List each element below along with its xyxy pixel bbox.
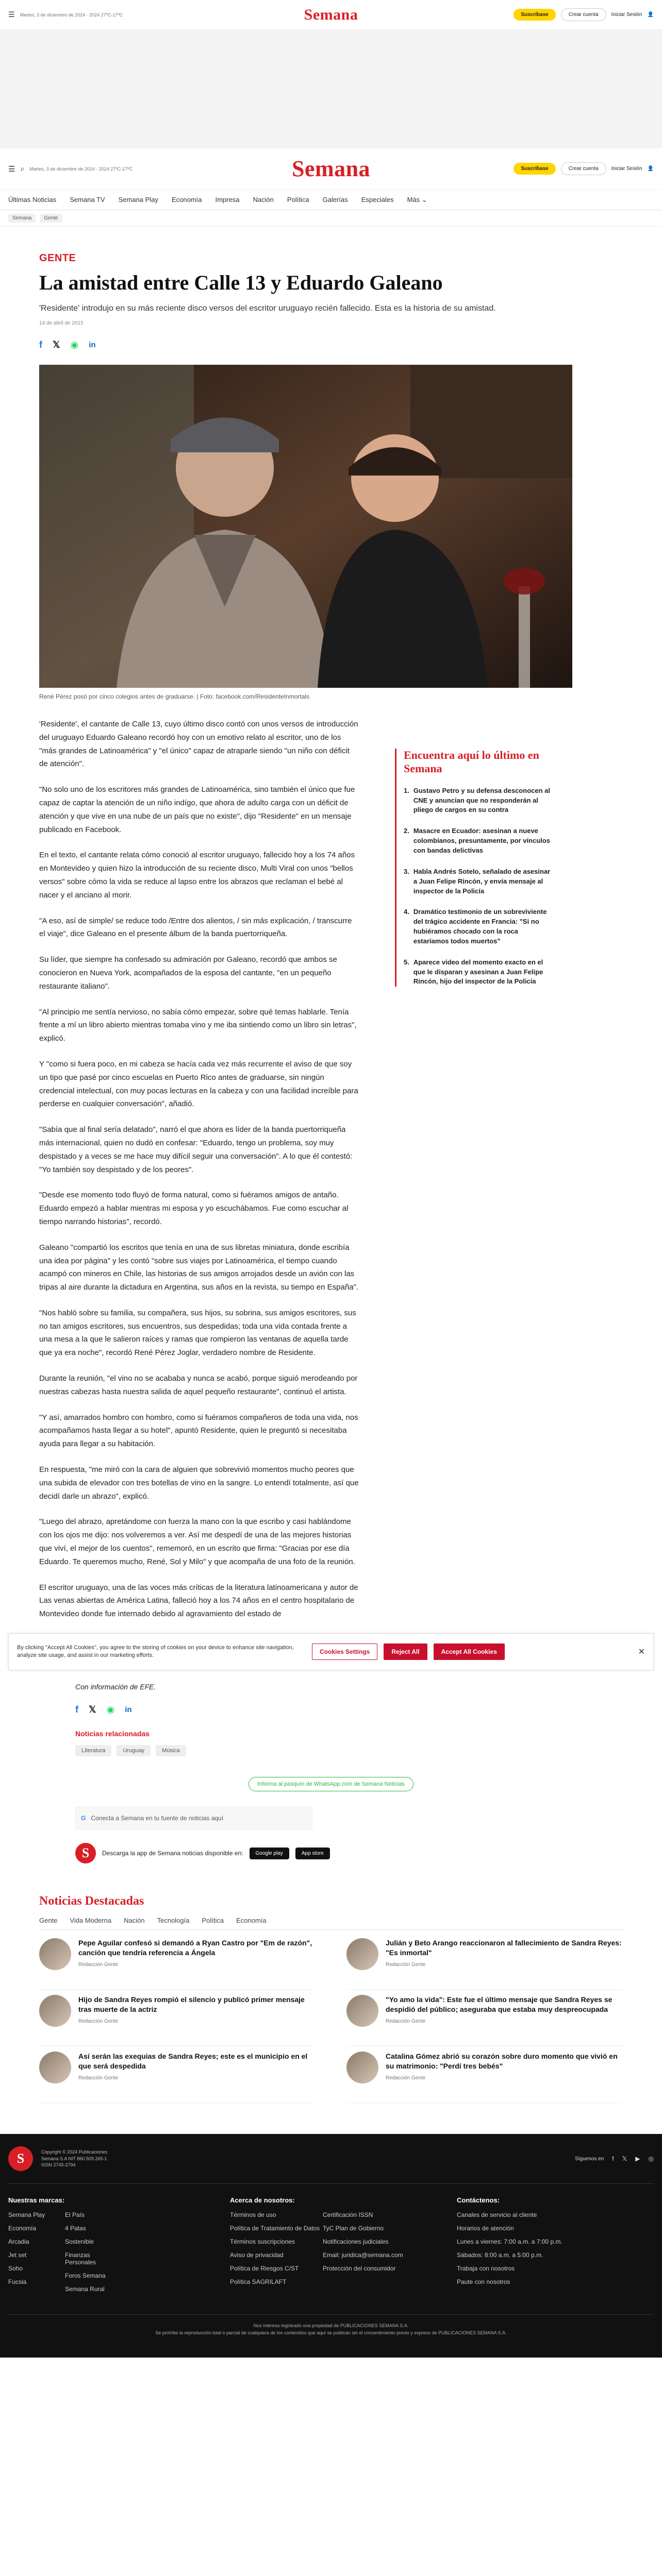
related-title: Noticias relacionadas — [75, 1730, 150, 1738]
subscribe-button[interactable]: Suscríbase — [514, 163, 555, 175]
tab-politica[interactable]: Política — [202, 1917, 224, 1925]
nav-item-impresa[interactable]: Impresa — [215, 196, 240, 204]
paragraph: Y "como si fuera poco, en mi cabeza se hacía cada vez más recurrente el aviso de que soy un tipo que pasé por cinco escuelas en Puerto Rico antes de graduarse, sin ningún credencial intelectual, con muy pocas lecturas en la cabeza y con una facilidad increíble para perderse en cualquier conversación", añadió. — [39, 1059, 358, 1109]
footer-top — [8, 2146, 654, 2184]
featured-item[interactable] — [39, 2052, 316, 2103]
create-account-button[interactable]: Crear cuenta — [561, 8, 606, 21]
contact-column — [457, 2196, 562, 2299]
featured-headline: Julián y Beto Arango reaccionaron al fallecimiento de Sandra Reyes: "Es inmortal" — [386, 1939, 622, 1957]
footer-text: Sábados: 8:00 a.m. a 5:00 p.m. — [457, 2251, 543, 2259]
social-links — [575, 2155, 654, 2162]
x-icon[interactable]: 𝕏 — [53, 340, 60, 350]
reject-all-button[interactable]: Reject All — [384, 1643, 427, 1660]
footer-text: Horarios de atención — [457, 2225, 514, 2232]
x-icon[interactable]: 𝕏 — [622, 2155, 627, 2163]
footer-link[interactable]: Canales de servicio al cliente — [457, 2211, 537, 2219]
article-source: Con información de EFE. — [75, 1683, 156, 1691]
article-columns — [39, 718, 623, 1633]
article-photo — [39, 365, 572, 688]
sidebar-item[interactable] — [404, 867, 555, 896]
paragraph: Galeano "compartió los escritos que tenía en una de sus libretas miniatura, donde escribía una idea por página" y les contó "sobre sus viajes por Latinoamérica, el tiempo cuando acampó con mineros en Chile, las historias de sus amigos arrojados desde un avión con las tripas al aire durante la dictadura en Argentina, sus años en la revista, su tiempo en España". — [39, 1243, 359, 1292]
tag[interactable]: Literatura — [75, 1745, 111, 1756]
sidebar-item-label: Gustavo Petro y su defensa desconocen al CNE y anuncian que no responderán al pliego de cargos en su contra — [413, 786, 550, 814]
x-icon[interactable]: 𝕏 — [89, 1704, 96, 1715]
paragraph: El escritor uruguayo, una de las voces más críticas de la literatura latinoamericana y autor de Las venas abiertas de América Latina, falleció hoy a los 74 años en el centro hospitalario de Montevideo donde fue internado debido al agravamiento del estado de — [39, 1583, 358, 1619]
cookie-banner — [8, 1633, 654, 1670]
linkedin-icon[interactable]: in — [125, 1705, 132, 1715]
item-number: 2. — [404, 827, 409, 835]
paragraph: "No solo uno de los escritores más grandes de Latinoamérica, sino también el único que fue capaz de captar la atención de un niño indígo, que ahora de adulto carga con un déficit de atención y que vive en una nube de un país que no existe", dijo "Residente" en un mensaje publicado en Facebook. — [39, 785, 355, 834]
tab-gente[interactable]: Gente — [39, 1917, 58, 1925]
newsletter-bar[interactable] — [75, 1807, 312, 1829]
ad-banner — [0, 30, 662, 148]
breadcrumb-item-semana[interactable]: Semana — [8, 214, 36, 223]
featured-news — [0, 1894, 662, 2103]
date-label: Martes, 3 de diciembre de 2024 · 2024 27ºC-17ºC — [29, 166, 133, 172]
footer-link[interactable]: Términos de uso — [230, 2211, 276, 2219]
featured-author: Redacción Gente — [386, 1961, 426, 1968]
paragraph: "Luego del abrazo, apretándome con fuerza la mano con la que escribo y casi hablándome con los ojos me dijo: nos volveremos a ver. Así me despedí de una de las mejores historias que viví, el mejor de los cuentos", rememoró, en un escrito que firma: "Gracias por ese día Eduardo. Te queremos mucho, René, Sol y Milo" y que acompaña de una foto de la reunión. — [39, 1517, 355, 1566]
featured-author: Redacción Gente — [78, 1961, 119, 1968]
cookie-settings-button[interactable]: Cookies Settings — [312, 1643, 377, 1660]
tab-vida-moderna[interactable]: Vida Moderna — [70, 1917, 112, 1925]
footer-link[interactable]: Foros Semana — [65, 2272, 106, 2280]
sidebar-item-label: Habla Andrés Sotelo, señalado de asesinar a Juan Felipe Rincón, y envía mensaje al inspector de la Policía — [413, 867, 551, 895]
footer-link[interactable]: Trabaja con nosotros — [457, 2265, 515, 2273]
footer-link[interactable]: Términos suscripciones — [230, 2238, 295, 2246]
featured-thumbnail — [39, 1995, 71, 2027]
featured-headline: "Yo amo la vida": Este fue el último mensaje que Sandra Reyes se despidió del público; aseguraba que estaba muy despreocupada — [386, 1995, 613, 2013]
article-lead: 'Residente' introdujo en su más reciente disco versos del escritor uruguayo recién fallecido. Esta es la historia de su amistad. — [39, 304, 496, 313]
footer-link[interactable]: Certificación ISSN — [323, 2211, 373, 2219]
footer-link[interactable]: Economía — [8, 2225, 37, 2232]
user-icon[interactable]: 👤 — [647, 12, 654, 18]
article — [0, 252, 662, 1633]
app-store-button[interactable]: App store — [295, 1848, 330, 1859]
featured-item[interactable] — [346, 2052, 623, 2103]
date-label: Martes, 3 de diciembre de 2024 · 2024 27ºC-17ºC — [20, 12, 123, 18]
facebook-icon[interactable]: f — [75, 1704, 78, 1715]
article-footer — [0, 1683, 662, 1863]
nav-item-mas[interactable] — [407, 196, 427, 204]
about-column — [230, 2196, 405, 2299]
featured-author: Redacción Gente — [78, 2018, 119, 2024]
footer-link[interactable]: Semana Play — [8, 2211, 45, 2219]
footer-link[interactable]: Notificaciones judiciales — [323, 2238, 389, 2246]
nav-item-mas-label: Más — [407, 195, 420, 204]
footer-link[interactable]: Protección del consumidor — [323, 2265, 396, 2273]
main-nav — [0, 190, 662, 210]
featured-thumbnail — [346, 1938, 378, 1970]
nav-item-semana-play[interactable]: Semana Play — [118, 196, 158, 204]
paragraph: Su líder, que siempre ha confesado su admiración por Galeano, recordó que ambos se conocieron en Nueva York, acompañados de la esposa del cantante, "en un pequeño restaurante italiano". — [39, 955, 337, 991]
linkedin-icon[interactable]: in — [89, 341, 96, 349]
accept-all-button[interactable]: Accept All Cookies — [434, 1643, 505, 1660]
footer-link[interactable]: Jet set — [8, 2251, 27, 2259]
featured-headline: Hijo de Sandra Reyes rompió el silencio y publicó primer mensaje tras muerte de la actriz — [78, 1995, 305, 2013]
footer-columns — [8, 2196, 654, 2299]
footer-link[interactable]: Paute con nosotros — [457, 2278, 510, 2286]
featured-item[interactable] — [39, 1938, 316, 1990]
item-number: 1. — [404, 786, 409, 794]
item-number: 5. — [404, 958, 409, 966]
article-body — [39, 718, 359, 1633]
share-bar — [39, 340, 623, 350]
sidebar-item-label: Masacre en Ecuador: asesinan a nueve colombianos, presuntamente, por vínculos con bandas delictivas — [413, 827, 550, 854]
paragraph: "Al principio me sentía nervioso, no sabía cómo empezar, sobre qué temas hablarle. Tenía frente a mí un libro abierto mientras tomaba vino y me iba sintiendo como un libro sin letras", explicó. — [39, 1007, 357, 1043]
facebook-icon[interactable]: f — [612, 2155, 614, 2163]
legal-line: Se prohíbe la reproducción total o parcial de cualquiera de los contenidos que aquí se publican sin el consentimiento previo y expreso de PUBLICACIONES SEMANA S.A. — [155, 2330, 507, 2336]
featured-thumbnail — [39, 1938, 71, 1970]
menu-icon[interactable]: ☰ — [8, 10, 15, 19]
latest-box — [395, 749, 555, 987]
copyright: Copyright © 2024 Publicaciones Semana S.A NIT 860.509.265-1 ISSN 2745-2794 — [41, 2149, 108, 2168]
about-title: Acerca de nosotros: — [230, 2196, 295, 2205]
close-icon[interactable]: ✕ — [638, 1648, 645, 1657]
paragraph: "Nos habló sobre su familia, su compañera, sus hijos, su sobrina, sus amigos escritores, sus no tan amigos escritores, sus encuentros, sus despedidas; toda una vida contada frente a una mesa a la que le salieron raíces y ramas que rompieron las ventanas de aquella tarde que ya era noche", recordó René Pérez Joglar, verdadero nombre de Residente. — [39, 1308, 356, 1358]
paragraph: En respuesta, "me miró con la cara de alguien que sobrevivió momentos mucho peores que una subida de elevador con tres botellas de vino en la sangre. Lo entendí totalmente, así que decidí darle un abrazo", explicó. — [39, 1465, 359, 1501]
whatsapp-icon[interactable]: ◉ — [70, 340, 79, 350]
item-number: 3. — [404, 867, 409, 875]
featured-headline: Pepe Aguilar confesó si demandó a Ryan Castro por "Em de razón", canción que tendría referencia a Ángela — [78, 1939, 312, 1957]
featured-title: Noticias Destacadas — [39, 1894, 144, 1908]
footer-link[interactable]: Email: juridica@semana.com — [323, 2251, 403, 2259]
article-title: La amistad entre Calle 13 y Eduardo Galeano — [39, 271, 443, 294]
google-play-button[interactable]: Google play — [250, 1848, 289, 1859]
legal-notice — [8, 2314, 654, 2337]
footer-link[interactable]: Arcadia — [8, 2238, 29, 2246]
paragraph: "Sabía que al final sería delatado", narró el que ahora es líder de la banda puertorriqueña más internacional, quien no dudó en confesar: "Eduardo, tengo un problema, soy muy despistado y a veces se me hace muy difícil seguir una conversación". A lo que él contestó: "Yo también soy despistado y de los peores". — [39, 1125, 353, 1174]
featured-thumbnail — [346, 1995, 378, 2027]
featured-thumbnail — [346, 2052, 378, 2083]
whatsapp-channel-button[interactable]: Informa al pasquín de WhatsApp.com de Semana Noticias — [249, 1777, 413, 1791]
featured-headline: Así serán las exequias de Sandra Reyes; este es el municipio en el que será despedida — [78, 2052, 308, 2070]
search-icon[interactable]: ⌕ — [20, 164, 25, 173]
facebook-icon[interactable]: f — [39, 340, 42, 350]
follow-label: Síguenos en — [575, 2156, 604, 2162]
semana-s-logo: S — [75, 1843, 96, 1863]
paragraph: Durante la reunión, "el vino no se acababa y nunca se acabó, porque siguió merodeando por nuestras cabezas hasta nuestra salida de aquel pequeño restaurante", continuó el artista. — [39, 1374, 358, 1396]
share-bar-bottom — [75, 1704, 587, 1715]
nav-item-galerias[interactable]: Galerías — [322, 196, 348, 204]
featured-headline: Catalina Gómez abrió su corazón sobre duro momento que vivió en su matrimonio: "Perdí tres bebés" — [386, 2052, 618, 2070]
app-text: Descarga la app de Semana noticias disponible en: — [102, 1850, 243, 1857]
paragraph: En el texto, el cantante relata cómo conoció al escritor uruguayo, fallecido hoy a los 74 años en Montevideo y quien hizo la introducción de su reciente disco, Multi Viral con unos "bellos versos" sobre cómo la vida se reduce al lapso entre los abrazos que reclaman el bebé al nacer y el anciano al morir. — [39, 851, 355, 900]
footer-link[interactable]: Política de Riesgos C/ST — [230, 2265, 299, 2273]
whatsapp-icon[interactable]: ◉ — [106, 1704, 115, 1715]
app-promo — [75, 1843, 587, 1863]
breadcrumb — [0, 210, 662, 227]
featured-author: Redacción Gente — [386, 2075, 426, 2081]
nav-item-politica[interactable]: Política — [287, 196, 309, 204]
nav-item-especiales[interactable]: Especiales — [361, 196, 394, 204]
featured-tabs — [39, 1917, 623, 1930]
user-icon[interactable]: 👤 — [647, 166, 654, 172]
site-footer — [0, 2134, 662, 2358]
footer-link[interactable]: 4 Patas — [65, 2225, 86, 2232]
sidebar — [395, 718, 555, 1633]
paragraph: "Desde ese momento todo fluyó de forma natural, como si fuéramos amigos de antaño. Eduardo empezó a hablar mientras mi esposa y yo escuchábamos. Fue como escuchar al tiempo narrando historias", recordó. — [39, 1191, 349, 1226]
sidebar-item[interactable] — [404, 907, 555, 946]
chevron-down-icon: ⌄ — [421, 195, 427, 204]
newsletter-label: Conecta a Semana en tu fuente de noticias aquí — [91, 1815, 224, 1822]
nav-item-semana-tv[interactable]: Semana TV — [70, 196, 105, 204]
footer-link[interactable]: Aviso de privacidad — [230, 2251, 284, 2259]
featured-thumbnail — [39, 2052, 71, 2083]
footer-link[interactable]: Política SAGRILAFT — [230, 2278, 287, 2286]
footer-text: Lunes a viernes: 7:00 a.m. a 7:00 p.m. — [457, 2238, 562, 2246]
sidebar-item-label: Dramático testimonio de un sobreviviente del trágico accidente en Francia: "Si no hubiéramos chocado con la roca estaríamos todos muertos" — [413, 908, 547, 945]
sidebar-item[interactable] — [404, 826, 555, 856]
tag[interactable]: Uruguay — [117, 1745, 151, 1756]
featured-item[interactable] — [346, 1995, 623, 2046]
instagram-icon[interactable]: ◎ — [648, 2155, 654, 2163]
related-tags — [75, 1745, 587, 1756]
sidebar-item-label: Aparece video del momento exacto en el que le disparan y asesinan a Juan Felipe Rincón, hijo del inspector de la Policía — [413, 958, 543, 986]
footer-link[interactable]: Política de Tratamiento de Datos — [230, 2225, 320, 2232]
footer-link[interactable]: Semana Rural — [65, 2285, 105, 2293]
site-logo[interactable]: Semana — [304, 6, 358, 23]
photo-caption: René Pérez posó por cinco colegios antes de graduarse. | Foto: facebook.com/ResidenteInmortals — [39, 693, 310, 700]
footer-link[interactable]: Finanzas Personales — [65, 2251, 96, 2266]
featured-item[interactable] — [346, 1938, 623, 1990]
main-header — [0, 148, 662, 190]
semana-s-logo: S — [8, 2146, 33, 2171]
footer-link[interactable]: Fucsia — [8, 2278, 27, 2286]
section-tag[interactable]: GENTE — [39, 252, 76, 264]
paragraph: "A eso, así de simple/ se reduce todo /Entre dos alientos, / sin más explicación, / transcurre el viaje", dice Galeano en el presente álbum de la banda puertorriqueña. — [39, 916, 352, 939]
menu-icon[interactable]: ☰ — [8, 164, 15, 174]
sidebar-item[interactable] — [404, 958, 555, 987]
google-icon: G — [81, 1815, 86, 1822]
subscribe-button[interactable]: Suscríbase — [514, 9, 555, 21]
item-number: 4. — [404, 908, 409, 916]
featured-author: Redacción Gente — [78, 2075, 119, 2081]
footer-link[interactable]: TyC Plan de Gobierno — [323, 2225, 384, 2232]
tab-tecnologia[interactable]: Tecnología — [157, 1917, 190, 1925]
footer-link[interactable]: Soho — [8, 2265, 23, 2273]
sidebar-item[interactable] — [404, 786, 555, 816]
create-account-button[interactable]: Crear cuenta — [561, 162, 606, 175]
login-link[interactable]: Iniciar Sesión — [611, 166, 642, 172]
nav-item-ultimas[interactable]: Últimas Noticias — [8, 196, 57, 204]
tab-nacion[interactable]: Nación — [124, 1917, 145, 1925]
paragraph: "Y así, amarrados hombro con hombro, como si fuéramos compañeros de toda una vida, nos acompañamos hasta llegar a su hotel", apuntó Residente, quien le preguntó si necesitaba ayuda para llegar a su habitación. — [39, 1413, 358, 1449]
featured-item[interactable] — [39, 1995, 316, 2046]
top-bar — [0, 0, 662, 30]
sidebar-title: Encuentra aquí lo último en Semana — [404, 749, 539, 775]
site-logo[interactable]: Semana — [291, 156, 371, 181]
featured-author: Redacción Gente — [386, 2018, 426, 2024]
article-date: 14 de abril de 2015 — [39, 320, 84, 326]
brands-column — [8, 2196, 122, 2299]
breadcrumb-item-gente[interactable]: Gente — [40, 214, 62, 223]
photo-illustration — [39, 365, 572, 688]
tab-economia[interactable]: Economía — [236, 1917, 267, 1925]
paragraph: 'Residente', el cantante de Calle 13, cuyo último disco contó con unos versos de introducción del uruguayo Eduardo Galeano recordó hoy con un emotivo relato al escritor, uno de los "más grandes de Latinoamérica" y "el único" capaz de atraparle siendo "un niño con déficit de atención". — [39, 720, 358, 769]
cookie-text: By clicking "Accept All Cookies", you agree to the storing of cookies on your device to enhance site navigation, analyze site usage, and assist in our marketing efforts. — [17, 1644, 294, 1659]
nav-item-nacion[interactable]: Nación — [253, 196, 274, 204]
featured-grid — [39, 1938, 623, 2103]
contact-title: Contáctenos: — [457, 2196, 500, 2205]
tag[interactable]: Música — [156, 1745, 186, 1756]
brands-title: Nuestras marcas: — [8, 2196, 65, 2205]
footer-link[interactable]: El País — [65, 2211, 85, 2219]
legal-line: Nos interesa registrado una propiedad de PUBLICACIONES SEMANA S.A. — [253, 2323, 409, 2329]
youtube-icon[interactable]: ▶ — [635, 2155, 640, 2163]
footer-link[interactable]: Sostenible — [65, 2238, 94, 2246]
nav-item-economia[interactable]: Economía — [171, 196, 202, 204]
login-link[interactable]: Iniciar Sesión — [611, 12, 642, 18]
